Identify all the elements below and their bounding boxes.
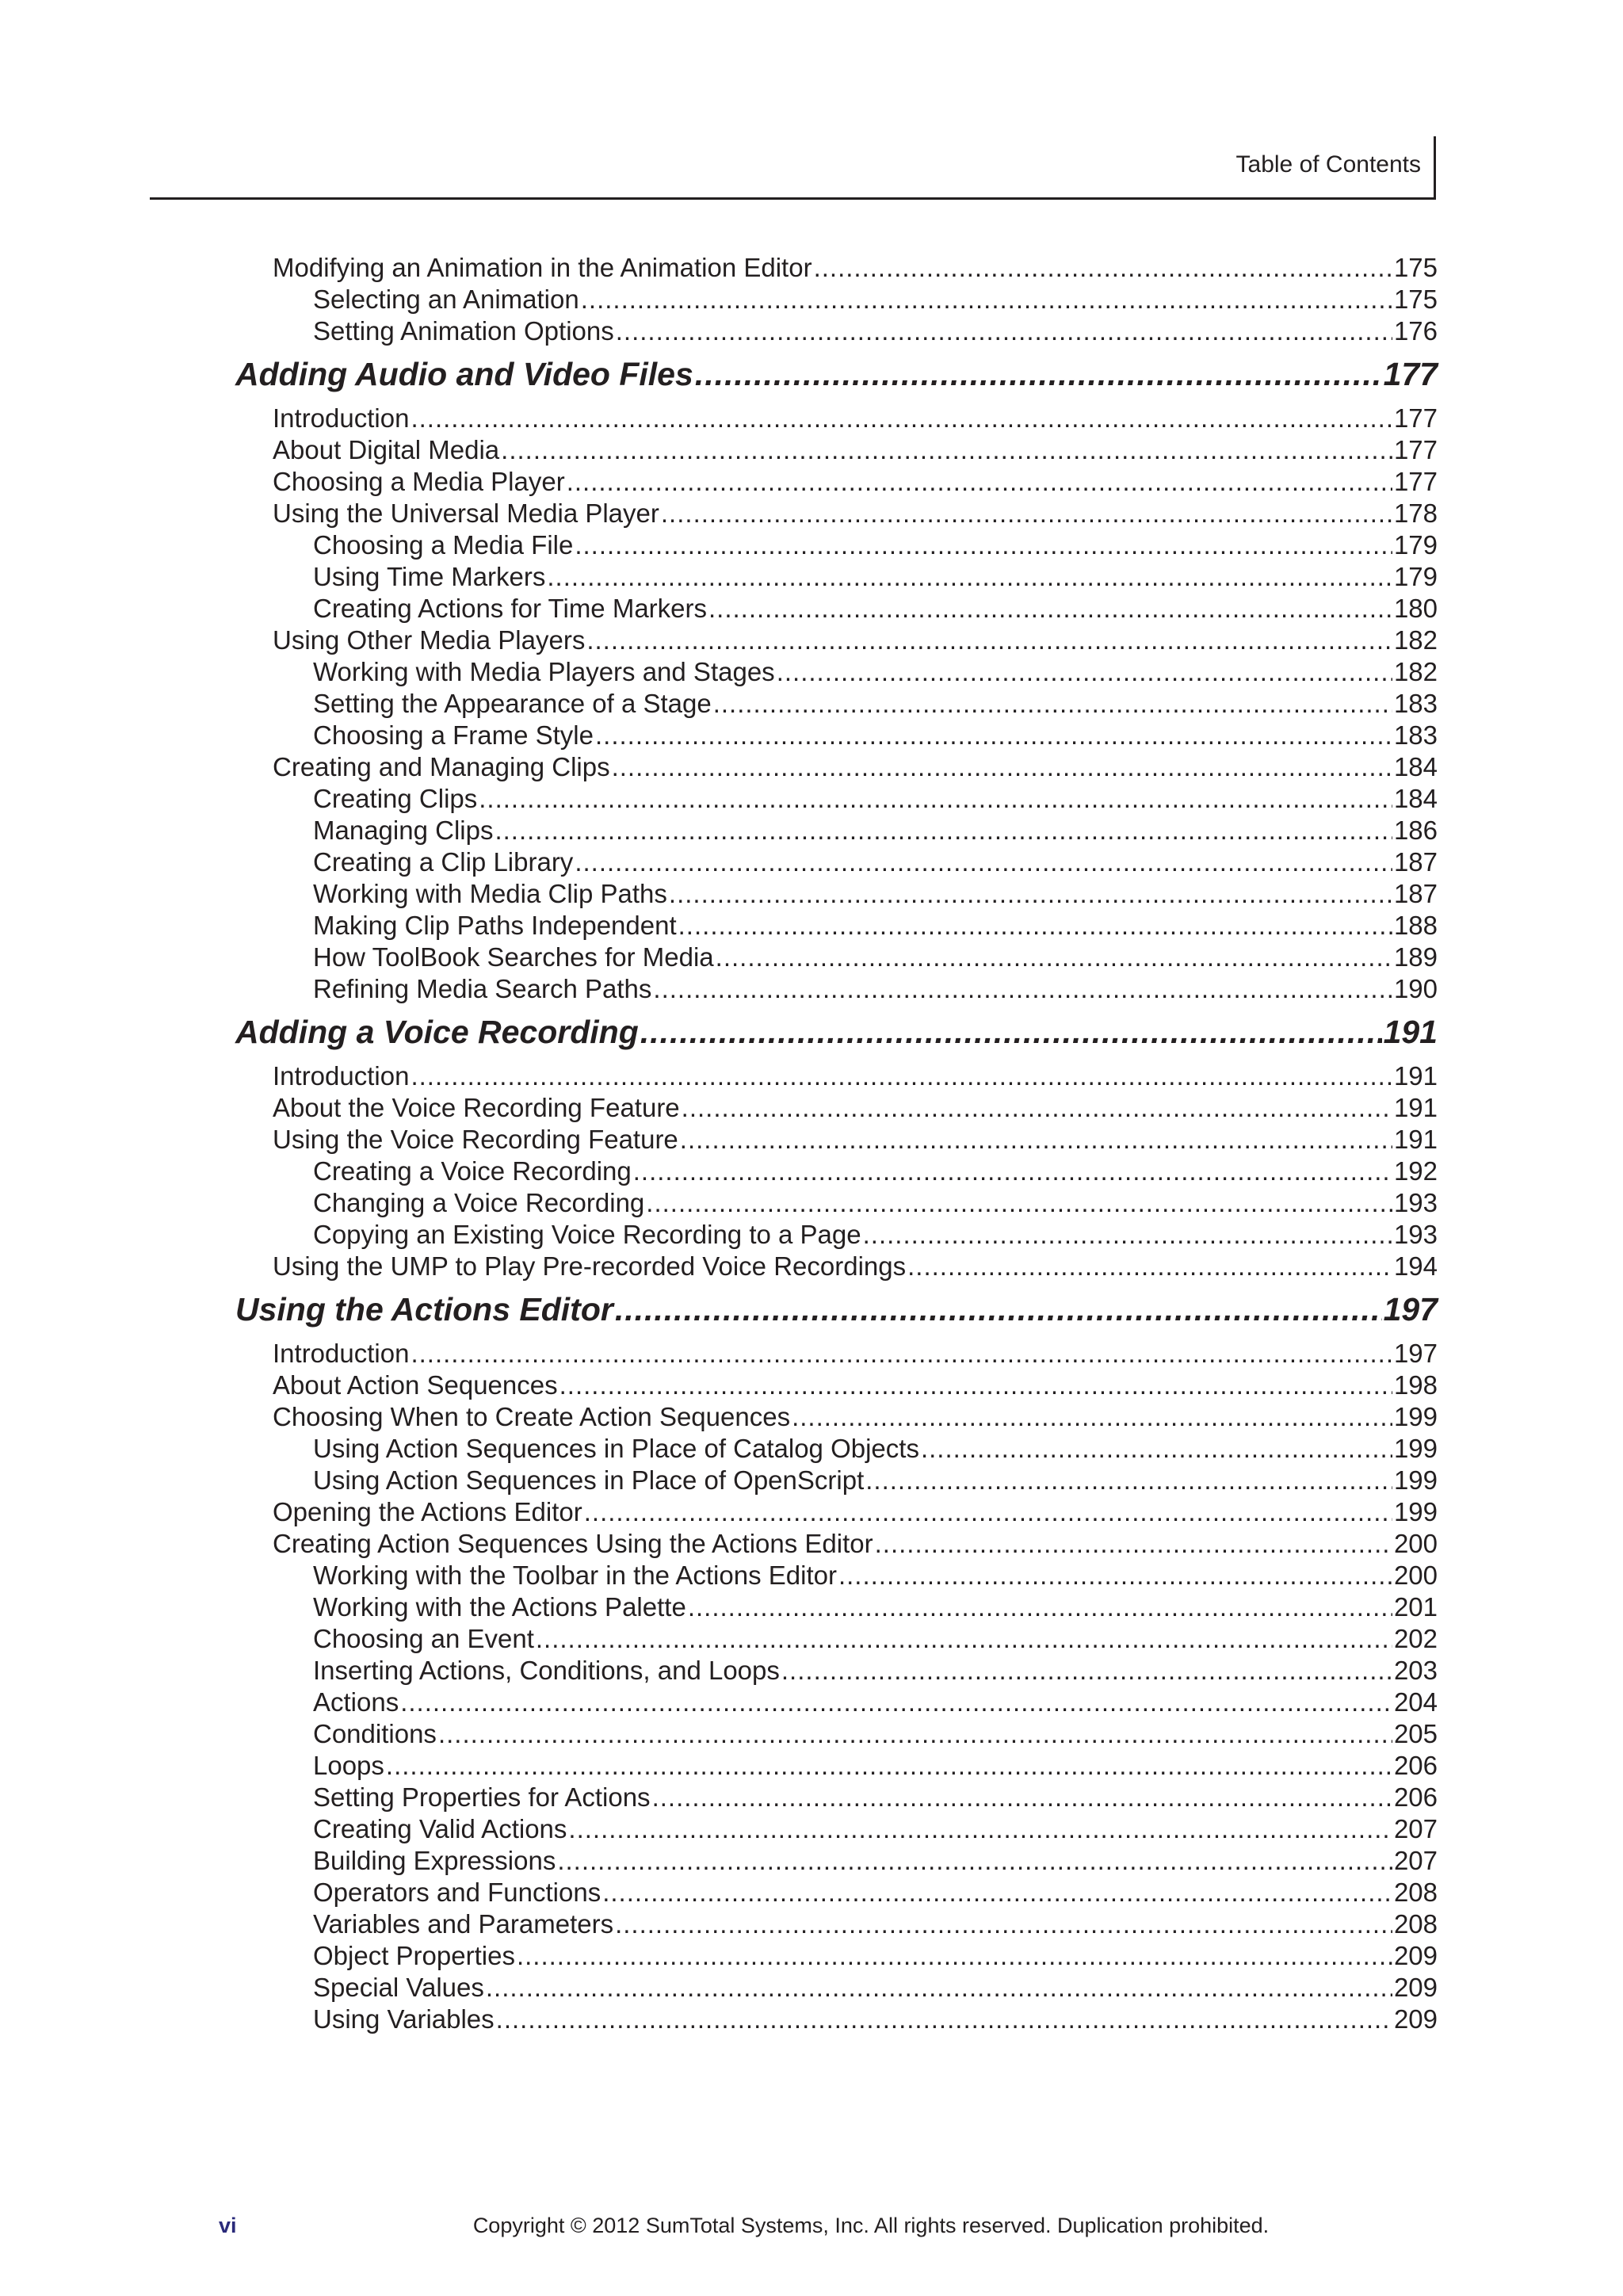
toc-entry-page: 207 [1393,1814,1438,1843]
toc-entry-page: 190 [1393,974,1438,1003]
dot-leader [640,1007,1382,1057]
toc-entry[interactable] [273,625,1438,656]
toc-entry[interactable] [273,751,1438,783]
toc-entry[interactable] [313,1972,1438,2004]
toc-entry-title: Creating Valid Actions [313,1814,567,1843]
toc-entry-title: Adding a Voice Recording [235,1014,639,1050]
toc-entry-title: Using Other Media Players [273,625,586,655]
toc-entry[interactable] [313,1219,1438,1251]
dot-leader [568,1813,1392,1845]
toc-entry-title: Changing a Voice Recording [313,1188,645,1217]
toc-entry-page: 178 [1393,499,1438,528]
dot-leader [411,1060,1392,1092]
toc-entry-page: 207 [1393,1846,1438,1875]
toc-entry[interactable] [313,1687,1438,1718]
toc-entry-title: Creating a Voice Recording [313,1156,632,1186]
dot-leader [575,846,1392,878]
toc-entry-title: Using Time Markers [313,562,546,591]
toc-entry[interactable] [313,1156,1438,1187]
toc-entry-page: 199 [1393,1434,1438,1463]
toc-entry-title: Introduction [273,1061,410,1091]
dot-leader [386,1750,1392,1782]
toc-entry-page: 182 [1393,657,1438,686]
toc-entry-title: Object Properties [313,1941,515,1970]
header-divider [150,197,1436,200]
toc-entry[interactable] [273,1060,1438,1092]
dot-leader [411,403,1392,434]
dot-leader [536,1623,1392,1655]
toc-entry[interactable] [273,1338,1438,1370]
toc-entry-page: 206 [1393,1751,1438,1780]
dot-leader [517,1940,1392,1972]
dot-leader [863,1219,1392,1251]
toc-entry-title: Refining Media Search Paths [313,974,652,1003]
toc-entry-title: Loops [313,1751,384,1780]
toc-entry-title: Actions [313,1687,399,1717]
toc-entry-page: 194 [1393,1251,1438,1281]
toc-entry[interactable] [273,1092,1438,1124]
toc-entry-title: Using Variables [313,2004,495,2034]
dot-leader [584,1496,1392,1528]
toc-entry[interactable] [313,284,1438,315]
toc-entry-page: 187 [1393,847,1438,877]
toc-entry-title: Making Clip Paths Independent [313,911,677,940]
toc-entry[interactable] [273,1251,1438,1282]
toc-entry-title: Choosing a Media Player [273,467,565,496]
toc-entry-page: 209 [1393,1973,1438,2002]
toc-entry-title: Building Expressions [313,1846,556,1875]
toc-entry-title: Choosing a Frame Style [313,720,594,750]
toc-entry[interactable] [313,1718,1438,1750]
toc-entry-page: 187 [1393,879,1438,908]
table-of-contents [0,252,1623,2035]
running-header: Table of Contents [1235,151,1421,178]
toc-entry-page: 208 [1393,1909,1438,1939]
toc-entry[interactable] [313,878,1438,910]
toc-entry[interactable] [273,1370,1438,1401]
toc-entry-title: Copying an Existing Voice Recording to a Page [313,1220,861,1249]
toc-entry-title: Variables and Parameters [313,1909,614,1939]
toc-entry[interactable] [313,1465,1438,1496]
toc-entry-title: Creating Actions for Time Markers [313,594,707,623]
toc-entry-page: 191 [1393,1093,1438,1122]
toc-entry-title: Conditions [313,1719,437,1748]
toc-entry-title: Working with the Toolbar in the Actions Editor [313,1561,837,1590]
toc-entry-page: 203 [1393,1656,1438,1685]
toc-entry[interactable] [313,688,1438,720]
dot-leader [781,1655,1392,1687]
dot-leader [615,1908,1392,1940]
toc-entry-page: 186 [1393,816,1438,845]
dot-leader [400,1687,1392,1718]
toc-entry-page: 201 [1393,1592,1438,1622]
toc-entry-title: Creating Action Sequences Using the Actions Editor [273,1529,873,1558]
toc-entry-page: 179 [1393,562,1438,591]
toc-entry-title: How ToolBook Searches for Media [313,942,714,972]
dot-leader [708,593,1392,625]
toc-entry-title: Using the Voice Recording Feature [273,1125,678,1154]
copyright-notice: Copyright © 2012 SumTotal Systems, Inc. All rights reserved. Duplication prohibited. [472,2214,1270,2237]
dot-leader [586,625,1392,656]
toc-entry[interactable] [313,656,1438,688]
toc-entry-title: Operators and Functions [313,1878,601,1907]
toc-entry-page: 184 [1393,784,1438,813]
toc-entry-page: 198 [1393,1370,1438,1400]
toc-entry-title: Creating a Clip Library [313,847,574,877]
dot-leader [495,815,1392,846]
toc-entry-page: 197 [1383,1291,1438,1328]
toc-entry-page: 182 [1393,625,1438,655]
toc-entry-page: 191 [1393,1061,1438,1091]
toc-entry-page: 193 [1393,1188,1438,1217]
toc-entry-title: Using the Universal Media Player [273,499,659,528]
toc-chapter-entry[interactable] [235,1284,1438,1335]
dot-leader [921,1433,1392,1465]
toc-entry-page: 197 [1393,1339,1438,1368]
dot-leader [581,284,1392,315]
toc-entry[interactable] [273,1496,1438,1528]
toc-entry-page: 206 [1393,1782,1438,1812]
header-corner-rule [1434,136,1436,200]
dot-leader [865,1465,1392,1496]
toc-entry-title: Working with Media Players and Stages [313,657,775,686]
toc-entry-page: 191 [1393,1125,1438,1154]
dot-leader [792,1401,1392,1433]
toc-entry-page: 208 [1393,1878,1438,1907]
dot-leader [695,349,1382,399]
dot-leader [559,1370,1392,1401]
dot-leader [557,1845,1392,1877]
toc-entry-page: 180 [1393,594,1438,623]
toc-entry-page: 192 [1393,1156,1438,1186]
toc-entry-title: Choosing When to Create Action Sequences [273,1402,791,1431]
toc-entry[interactable] [313,815,1438,846]
toc-entry[interactable] [313,1433,1438,1465]
toc-entry-title: Using the UMP to Play Pre-recorded Voice Recordings [273,1251,907,1281]
dot-leader [547,561,1392,593]
toc-entry[interactable] [313,1750,1438,1782]
toc-entry[interactable] [273,252,1438,284]
dot-leader [496,2004,1392,2035]
toc-entry-page: 177 [1393,435,1438,464]
dot-leader [678,910,1392,942]
toc-entry-title: Setting Animation Options [313,316,614,346]
toc-entry-title: Choosing a Media File [313,530,574,560]
dot-leader [688,1591,1392,1623]
toc-entry-page: 179 [1393,530,1438,560]
toc-entry-title: Opening the Actions Editor [273,1497,582,1526]
dot-leader [411,1338,1392,1370]
toc-entry-page: 191 [1383,1014,1438,1050]
dot-leader [501,434,1392,466]
toc-entry[interactable] [313,783,1438,815]
toc-entry-title: Setting the Appearance of a Stage [313,689,712,718]
toc-entry-title: Setting Properties for Actions [313,1782,651,1812]
dot-leader [616,315,1392,347]
toc-entry-page: 175 [1393,253,1438,282]
dot-leader [814,252,1392,284]
dot-leader [838,1560,1392,1591]
toc-entry-page: 177 [1393,467,1438,496]
toc-entry[interactable] [313,529,1438,561]
toc-entry-page: 199 [1393,1465,1438,1495]
toc-entry[interactable] [313,2004,1438,2035]
toc-entry-title: Working with Media Clip Paths [313,879,667,908]
toc-entry[interactable] [313,910,1438,942]
dot-leader [682,1092,1392,1124]
toc-entry-title: Introduction [273,403,410,433]
toc-entry-title: About the Voice Recording Feature [273,1093,680,1122]
dot-leader [486,1972,1392,2004]
dot-leader [612,751,1392,783]
toc-entry[interactable] [313,1845,1438,1877]
toc-entry-page: 189 [1393,942,1438,972]
toc-entry-page: 193 [1393,1220,1438,1249]
dot-leader [633,1156,1392,1187]
toc-entry[interactable] [313,1187,1438,1219]
toc-entry-title: Creating Clips [313,784,478,813]
toc-entry-page: 177 [1383,356,1438,392]
toc-entry-page: 209 [1393,2004,1438,2034]
toc-entry-title: Selecting an Animation [313,285,579,314]
toc-entry-title: Creating and Managing Clips [273,752,610,781]
toc-entry-page: 199 [1393,1497,1438,1526]
dot-leader [615,1284,1382,1335]
toc-entry[interactable] [273,434,1438,466]
dot-leader [907,1251,1392,1282]
toc-entry[interactable] [313,720,1438,751]
toc-entry-title: Inserting Actions, Conditions, and Loops [313,1656,780,1685]
dot-leader [602,1877,1392,1908]
toc-entry-title: Using Action Sequences in Place of OpenScript [313,1465,865,1495]
toc-entry-page: 184 [1393,752,1438,781]
toc-entry[interactable] [273,498,1438,529]
dot-leader [479,783,1392,815]
toc-entry[interactable] [313,973,1438,1005]
toc-entry-page: 200 [1393,1529,1438,1558]
toc-entry-title: About Action Sequences [273,1370,558,1400]
toc-entry-page: 205 [1393,1719,1438,1748]
toc-entry-page: 209 [1393,1941,1438,1970]
toc-entry[interactable] [273,403,1438,434]
toc-entry[interactable] [273,1528,1438,1560]
toc-entry-title: Special Values [313,1973,484,2002]
toc-entry-title: Managing Clips [313,816,494,845]
toc-entry[interactable] [313,1813,1438,1845]
toc-entry-page: 202 [1393,1624,1438,1653]
toc-entry-title: Using Action Sequences in Place of Catalog Objects [313,1434,919,1463]
toc-entry-title: About Digital Media [273,435,500,464]
toc-entry[interactable] [313,593,1438,625]
toc-entry[interactable] [313,1623,1438,1655]
toc-entry[interactable] [313,1591,1438,1623]
dot-leader [716,942,1392,973]
dot-leader [669,878,1392,910]
toc-entry-page: 200 [1393,1561,1438,1590]
toc-entry-page: 177 [1393,403,1438,433]
toc-entry-title: Working with the Actions Palette [313,1592,686,1622]
dot-leader [646,1187,1392,1219]
toc-entry[interactable] [273,1124,1438,1156]
toc-entry[interactable] [313,315,1438,347]
toc-entry[interactable] [313,1940,1438,1972]
toc-entry-title: Modifying an Animation in the Animation Editor [273,253,812,282]
toc-entry[interactable] [273,1401,1438,1433]
toc-entry[interactable] [313,1908,1438,1940]
toc-entry[interactable] [313,846,1438,878]
toc-entry-page: 183 [1393,720,1438,750]
dot-leader [680,1124,1392,1156]
toc-entry-title: Choosing an Event [313,1624,534,1653]
toc-entry-title: Introduction [273,1339,410,1368]
toc-entry-page: 176 [1393,316,1438,346]
dot-leader [713,688,1392,720]
dot-leader [438,1718,1392,1750]
toc-entry[interactable] [313,1877,1438,1908]
toc-entry[interactable] [313,1655,1438,1687]
toc-entry-page: 199 [1393,1402,1438,1431]
dot-leader [652,1782,1392,1813]
toc-entry[interactable] [313,942,1438,973]
dot-leader [875,1528,1392,1560]
toc-entry[interactable] [313,561,1438,593]
toc-entry-title: Using the Actions Editor [235,1291,613,1328]
toc-entry[interactable] [273,466,1438,498]
dot-leader [661,498,1392,529]
toc-chapter-entry[interactable] [235,349,1438,399]
dot-leader [567,466,1392,498]
dot-leader [575,529,1392,561]
toc-entry-page: 183 [1393,689,1438,718]
dot-leader [777,656,1392,688]
toc-entry[interactable] [313,1782,1438,1813]
toc-entry-title: Adding Audio and Video Files [235,356,693,392]
dot-leader [595,720,1392,751]
toc-entry-page: 188 [1393,911,1438,940]
dot-leader [653,973,1392,1005]
toc-entry-page: 175 [1393,285,1438,314]
page-number: vi [219,2214,237,2237]
toc-entry-page: 204 [1393,1687,1438,1717]
toc-chapter-entry[interactable] [235,1007,1438,1057]
toc-entry[interactable] [313,1560,1438,1591]
